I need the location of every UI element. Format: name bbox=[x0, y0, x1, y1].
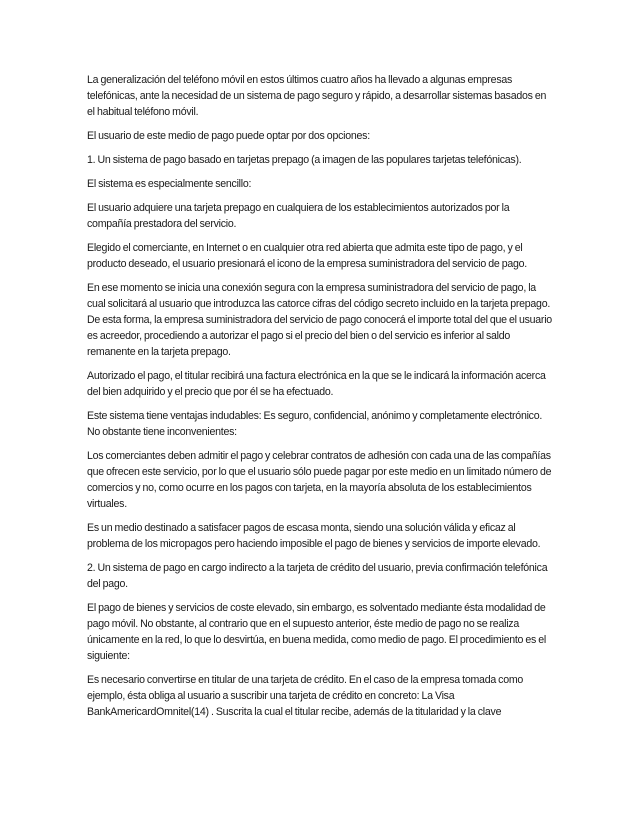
paragraph-credit-card-holder: Es necesario convertirse en titular de una tarjeta de crédito. En el caso de la empresa tomada como ejemplo, ésta obliga al usuario a suscribir una tarjeta de crédito en concreto: La Visa BankAmericardOmnitel(14) . Suscrita la cual el titular recibe, además de la titularidad y la clave bbox=[87, 674, 524, 718]
document-body bbox=[87, 72, 553, 728]
paragraph-options: El usuario de este medio de pago puede optar por dos opciones: bbox=[87, 130, 370, 142]
paragraph-merchant-chosen: Elegido el comerciante, en Internet o en cualquier otra red abierta que admita este tipo de pago, y el producto deseado, el usuario presionará el icono de la empresa suministradora del servicio de pago. bbox=[87, 242, 527, 270]
paragraph-merchants-must-admit: Los comerciantes deben admitir el pago y celebrar contratos de adhesión con cada una de las compañías que ofrecen este servicio, por lo que el usuario sólo puede pagar por este medio en un limitado número de comercios y no, como ocurre en los pagos con tarjeta, en la mayoría absoluta de los establecimientos virtuales. bbox=[87, 450, 552, 510]
paragraph-payment-authorized: Autorizado el pago, el titular recibirá una factura electrónica en la que se le indicará la información acerca del bien adquirido y el precio que por él se ha efectuado. bbox=[87, 370, 546, 398]
paragraph-intro: La generalización del teléfono móvil en estos últimos cuatro años ha llevado a algunas empresas telefónicas, ante la necesidad de un sistema de pago seguro y rápido, a desarrollar sistemas basados en el habitual teléfono móvil. bbox=[87, 74, 547, 118]
paragraph-user-acquires: El usuario adquiere una tarjeta prepago en cualquiera de los establecimientos autorizados por la compañía prestadora del servicio. bbox=[87, 202, 510, 230]
paragraph-advantages: Este sistema tiene ventajas indudables: Es seguro, confidencial, anónimo y completamente electrónico. No obstante tiene inconvenientes: bbox=[87, 410, 543, 438]
paragraph-option-1: 1. Un sistema de pago basado en tarjetas prepago (a imagen de las populares tarjetas telefónicas). bbox=[87, 154, 522, 166]
paragraph-option-2: 2. Un sistema de pago en cargo indirecto a la tarjeta de crédito del usuario, previa confirmación telefónica del pago. bbox=[87, 562, 548, 590]
paragraph-secure-connection: En ese momento se inicia una conexión segura con la empresa suministradora del servicio de pago, la cual solicitará al usuario que introduzca las catorce cifras del código secreto incluido en la tarjeta prepago. De esta forma, la empresa suministradora del servicio de pago conocerá el importe total del que el usuario es acreedor, procediendo a autorizar el pago si el precio del bien o del servicio es inferior al saldo remanente en la tarjeta prepago. bbox=[87, 282, 552, 358]
paragraph-micropayments: Es un medio destinado a satisfacer pagos de escasa monta, siendo una solución válida y eficaz al problema de los micropagos pero haciendo imposible el pago de bienes y servicios de importe elevado. bbox=[87, 522, 541, 550]
paragraph-system-simple: El sistema es especialmente sencillo: bbox=[87, 178, 252, 190]
paragraph-high-cost-payments: El pago de bienes y servicios de coste elevado, sin embargo, es solventado mediante ésta modalidad de pago móvil. No obstante, al contrario que en el supuesto anterior, éste medio de pago no se realiza únicamente en la red, lo que lo desvirtúa, en buena medida, como medio de pago. El procedimiento es el siguiente: bbox=[87, 602, 547, 662]
